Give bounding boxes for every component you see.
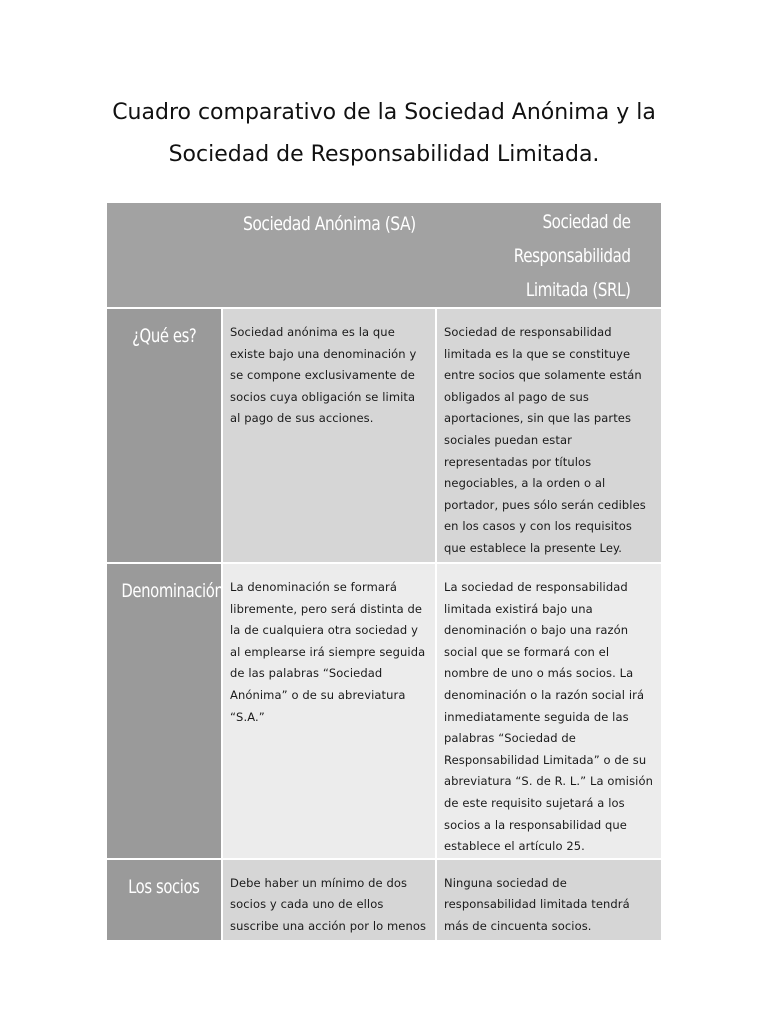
header-empty-cell [107,203,222,308]
row-label-denominacion: Denominación [107,563,222,859]
header-sa-label: Sociedad Anónima (SA) [242,213,416,235]
cell-sa-denominacion: La denominación se formará libremente, pero será distinta de la de cualquiera otra sociedad y al emplearse irá siempre seguida de las palabras “Sociedad Anónima” o de su abreviatura “S.A.” [222,563,436,859]
cell-sa-que-es: Sociedad anónima es la que existe bajo una denominación y se compone exclusivamente de socios cuya obligación se limita al pago de sus acciones. [222,308,436,563]
cell-sa-los-socios: Debe haber un mínimo de dos socios y cada uno de ellos suscribe una acción por lo menos [222,859,436,940]
cell-srl-que-es: Sociedad de responsabilidad limitada es la que se constituye entre socios que solamente están obligados al pago de sus aportaciones, sin que las partes sociales puedan estar representadas por títulos negociables, a la orden o al portador, pues sólo serán cedibles en los casos y con los requisitos que establece la presente Ley. [436,308,661,563]
cell-srl-los-socios: Ninguna sociedad de responsabilidad limitada tendrá más de cincuenta socios. [436,859,661,940]
header-srl [436,203,661,308]
table-viewport [107,203,661,933]
document-title: Cuadro comparativo de la Sociedad Anónima y la Sociedad de Responsabilidad Limitada. [112,100,656,167]
row-label-los-socios: Los socios [107,859,222,940]
cell-srl-denominacion: La sociedad de responsabilidad limitada existirá bajo una denominación o bajo una razón social que se formará con el nombre de uno o más socios. La denominación o la razón social irá inmediatamente seguida de las palabras “Sociedad de Responsabilidad Limitada” o de su abreviatura “S. de R. L.” La omisión de este requisito sujetará a los socios a la responsabilidad que establece el artículo 25. [436,563,661,859]
table-row [107,859,661,940]
table-header-row [107,203,661,308]
header-sa [222,203,436,308]
table-row [107,563,661,859]
row-label-que-es: ¿Qué es? [107,308,222,563]
table-row [107,308,661,563]
comparison-table [107,203,661,940]
header-srl-label: Sociedad de Responsabilidad Limitada (SRL) [513,211,631,301]
